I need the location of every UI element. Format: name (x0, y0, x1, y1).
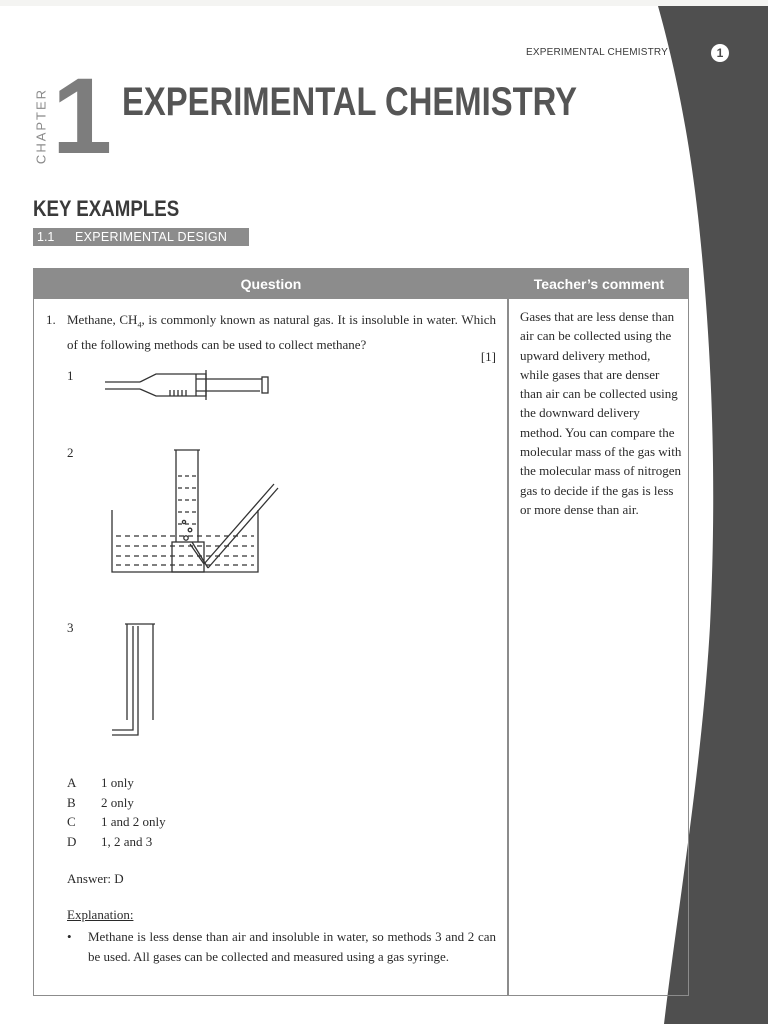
question-marks: [1] (480, 349, 496, 364)
question-number: 1. (46, 312, 56, 327)
choice-text: 2 only (101, 794, 134, 810)
choice-letter: B (67, 794, 76, 810)
key-examples-heading: KEY EXAMPLES (33, 196, 180, 221)
option-label-3: 3 (67, 620, 74, 635)
gas-syringe-icon (100, 366, 275, 406)
answer-line: Answer: D (67, 871, 124, 886)
column-header-question: Question (240, 276, 302, 292)
question-text (67, 310, 496, 354)
choice-text: 1 and 2 only (101, 814, 166, 829)
chapter-title: EXPERIMENTAL CHEMISTRY (122, 80, 577, 124)
choice-letter: D (67, 833, 77, 849)
question-text-start: Methane, CH (67, 312, 138, 327)
column-divider (507, 269, 509, 995)
choice-letter: C (67, 814, 76, 829)
section-bar (33, 228, 249, 246)
bullet-icon: • (67, 929, 72, 944)
column-header-comment: Teacher’s comment (533, 276, 665, 292)
choice-letter: A (67, 775, 77, 790)
explanation-text: Methane is less dense than air and insoluble in water, so methods 3 and 2 can be used. All gases can be collected and measured using a gas syringe. (88, 929, 496, 964)
question-subscript: 4 (137, 320, 142, 330)
water-displacement-icon (108, 446, 280, 576)
chapter-number: 1 (52, 55, 109, 176)
section-title: EXPERIMENTAL DESIGN (75, 230, 228, 244)
chapter-label-text: CHAPTER (33, 87, 49, 165)
page-number-badge: 1 (711, 44, 729, 62)
option-label-2: 2 (67, 445, 74, 460)
choice-text: 1 only (101, 775, 134, 790)
table-header-row (34, 269, 688, 299)
running-head: EXPERIMENTAL CHEMISTRY (525, 47, 668, 58)
section-number: 1.1 (37, 230, 55, 244)
upward-delivery-icon (110, 620, 160, 740)
choice-text: 1, 2 and 3 (101, 833, 153, 849)
chapter-label (33, 82, 49, 170)
explanation-label: Explanation: (67, 907, 134, 922)
option-label-1: 1 (67, 368, 74, 383)
teacher-comment-text: Gases that are less dense than air can be collected using the upward delivery method, while gases that are denser than air can be collected using the downward delivery method. You can compare the molecular mass of the gas with the molecular mass of nitrogen gas to decide if the gas is less or more dense than air. (520, 309, 682, 517)
question-text-rest: , is commonly known as natural gas. It is insoluble in water. Which of the following methods can be used to collect methane? (67, 312, 496, 352)
